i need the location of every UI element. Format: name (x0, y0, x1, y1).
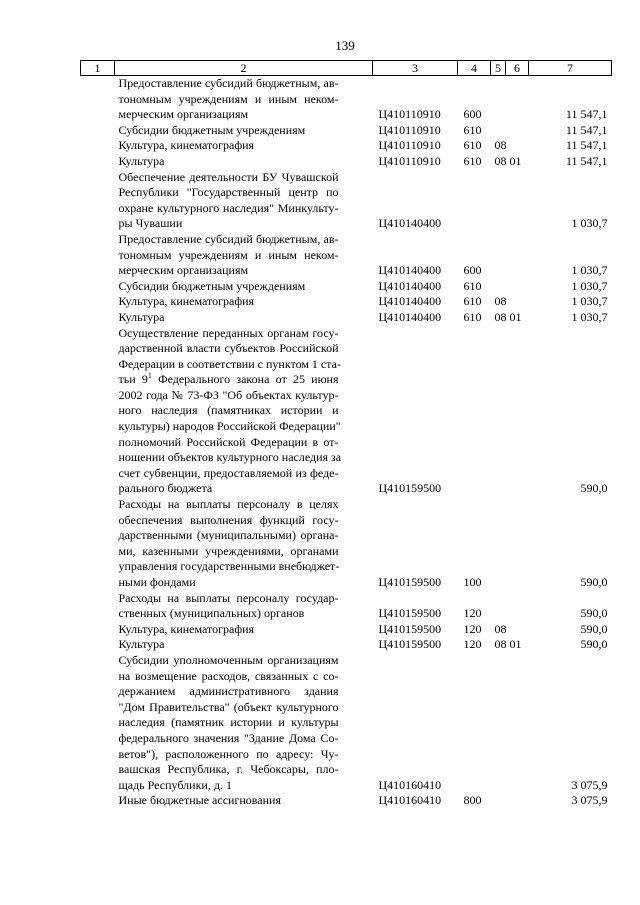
description-line: счет субвенции, предоставляемой из феде- (118, 465, 339, 480)
row-description (81, 76, 373, 123)
row-description (81, 279, 373, 295)
table-row (81, 653, 612, 793)
row-target-code: Ц410159500 (378, 606, 442, 621)
row-section: 08 (494, 621, 507, 636)
row-section (491, 793, 529, 809)
row-description (81, 294, 373, 310)
row-amount: 1 030,7 (571, 278, 608, 293)
row-expense-type: 610 (463, 278, 482, 293)
description-line: ного наследия (памятниках истории и (118, 403, 339, 418)
table-body (81, 76, 612, 809)
row-expense-type: 610 (463, 138, 482, 153)
row-target-code: Ц410159500 (378, 637, 442, 652)
row-expense-type: 600 (463, 263, 482, 278)
row-description (81, 310, 373, 326)
description-line: федерального значения "Здание Дома Со- (118, 730, 339, 745)
header-col-7: 7 (529, 61, 612, 76)
row-expense-type: 610 (463, 309, 482, 324)
table-row (81, 123, 612, 139)
header-col-5: 5 (491, 61, 506, 76)
row-target-code: Ц410110910 (378, 122, 441, 137)
description-line: ми, казенными учреждениями, органами (118, 543, 339, 558)
description-line: дарственной власти субъектов Российской (118, 341, 339, 356)
row-amount: 1 030,7 (571, 216, 608, 231)
description-line: 2002 года № 73-ФЗ "Об объектах культур- (118, 387, 339, 402)
description-line: тономным учреждениям и иным неком- (118, 91, 339, 106)
description-line: полномочий Российской Федерации в от- (118, 434, 339, 449)
row-expense-type: 610 (463, 294, 482, 309)
description-line: Культура, кинематография (118, 294, 255, 309)
description-line: держанием административного здания (118, 684, 339, 699)
table-row (81, 793, 612, 809)
table-row (81, 497, 612, 591)
row-section (491, 170, 529, 232)
row-description (81, 170, 373, 232)
header-col-4: 4 (458, 61, 491, 76)
row-section (491, 326, 529, 498)
description-line: вашская Республика, г. Чебоксары, пло- (118, 762, 339, 777)
row-amount: 590,0 (580, 575, 608, 589)
row-target-code: Ц410160410 (378, 793, 442, 808)
table-row (81, 170, 612, 232)
description-line: Культура (118, 309, 165, 324)
page-number: 139 (335, 38, 355, 53)
description-line: Осуществление переданных органам госу- (118, 325, 339, 340)
table-row (81, 76, 612, 123)
description-line: Субсидии бюджетным учреждениям (118, 278, 306, 293)
row-target-code: Ц410140400 (378, 263, 442, 278)
row-amount: 11 547,1 (565, 107, 608, 122)
row-expense-type: 100 (463, 575, 482, 589)
description-line: ры Чувашии (118, 216, 183, 231)
row-expense-type (458, 653, 491, 793)
description-line: Культура (118, 637, 165, 652)
row-section (491, 497, 529, 591)
row-section (491, 653, 529, 793)
header-col-6: 6 (506, 61, 529, 76)
description-line: охране культурного наследия" Минкульту- (118, 200, 339, 215)
description-line: Расходы на выплаты персоналу государ- (118, 590, 339, 605)
header-col-2: 2 (115, 61, 373, 76)
description-line: мерческим организациям (118, 107, 249, 122)
description-line: мерческим организациям (118, 263, 249, 278)
description-line: рального бюджета (118, 481, 213, 496)
row-amount: 1 030,7 (571, 294, 608, 309)
row-description (81, 154, 373, 170)
description-line: на возмещение расходов, связанных с со- (118, 668, 339, 683)
description-line: Федерации в соответствии с пунктом 1 ста- (118, 356, 341, 371)
row-expense-type: 800 (463, 793, 482, 808)
description-line: Культура, кинематография (118, 138, 255, 153)
row-description (81, 326, 373, 498)
row-amount: 3 075,9 (571, 793, 608, 808)
row-amount: 11 547,1 (565, 122, 608, 137)
row-target-code: Ц410140400 (378, 278, 442, 293)
description-line: ношении объектов культурного наследия за (118, 450, 342, 465)
description-line: культуры) народов Российской Федерации" (118, 419, 341, 434)
row-target-code: Ц410160410 (378, 777, 442, 792)
row-amount: 11 547,1 (565, 138, 608, 153)
row-target-code: Ц410159500 (378, 481, 442, 496)
description-line: щадь Республики, д. 1 (118, 777, 232, 792)
description-line: Республики "Государственный центр по (118, 185, 339, 200)
row-section (491, 591, 529, 622)
table-row (81, 232, 612, 279)
row-target-code: Ц410140400 (378, 216, 442, 231)
description-line: ственных (муниципальных) органов (118, 606, 305, 621)
description-line: Предоставление субсидий бюджетным, ав- (118, 231, 339, 246)
table-row (81, 326, 612, 498)
description-line: управления государственными внебюджет- (118, 559, 340, 574)
row-amount: 590,0 (580, 606, 608, 621)
row-description (81, 793, 373, 809)
row-expense-type: 120 (463, 606, 482, 621)
table-row (81, 294, 612, 310)
description-line: тьи $9^1$ Федерального закона от 25 июня (118, 371, 339, 387)
description-line: тономным учреждениям и иным неком- (118, 247, 339, 262)
row-target-code: Ц410140400 (378, 309, 442, 324)
row-expense-type: 120 (463, 637, 482, 652)
budget-table (80, 60, 612, 809)
row-description (81, 497, 373, 591)
row-expense-type: 600 (463, 107, 482, 122)
row-section: 08 01 (494, 637, 522, 652)
description-line: Субсидии бюджетным учреждениям (118, 122, 306, 137)
row-section (491, 232, 529, 279)
header-col-3: 3 (373, 61, 458, 76)
row-description (81, 622, 373, 638)
description-line: Расходы на выплаты персоналу в целях (118, 497, 339, 512)
row-section (491, 123, 529, 139)
row-section: 08 01 (494, 309, 522, 324)
table-row (81, 279, 612, 295)
row-amount: 1 030,7 (571, 309, 608, 324)
row-target-code: Ц410159500 (378, 575, 442, 589)
description-line: Культура (118, 153, 165, 168)
description-line: Культура, кинематография (118, 621, 255, 636)
table-header-row (81, 61, 612, 76)
description-line: Субсидии уполномоченным организациям (118, 652, 339, 667)
row-expense-type: 120 (463, 621, 482, 636)
row-amount: 11 547,1 (565, 153, 608, 168)
description-line: ветов"), расположенного по адресу: Чу- (118, 746, 339, 761)
row-expense-type (458, 170, 491, 232)
row-section: 08 (494, 294, 507, 309)
row-description (81, 653, 373, 793)
row-amount: 1 030,7 (571, 263, 608, 278)
description-line: ными фондами (118, 575, 196, 589)
row-section (491, 279, 529, 295)
row-section: 08 01 (494, 153, 522, 168)
table-row (81, 637, 612, 653)
row-section (491, 76, 529, 123)
row-target-code: Ц410110910 (378, 107, 441, 122)
row-amount: 3 075,9 (571, 777, 608, 792)
row-description (81, 232, 373, 279)
row-amount: 590,0 (580, 481, 608, 496)
description-line: наследия (памятник истории и культуры (118, 715, 339, 730)
description-line: Предоставление субсидий бюджетным, ав- (118, 76, 339, 90)
table-row (81, 591, 612, 622)
row-amount: 590,0 (580, 621, 608, 636)
row-target-code: Ц410140400 (378, 294, 442, 309)
row-expense-type: 610 (463, 122, 482, 137)
row-description (81, 591, 373, 622)
row-description (81, 123, 373, 139)
row-amount: 590,0 (580, 637, 608, 652)
description-line: Обеспечение деятельности БУ Чувашской (118, 169, 339, 184)
description-line: дарственными (муниципальными) органа- (118, 528, 339, 543)
description-line: Иные бюджетные ассигнования (118, 793, 281, 808)
description-line: обеспечения выполнения функций госу- (118, 512, 339, 527)
row-expense-type: 610 (463, 153, 482, 168)
description-line: "Дом Правительства" (объект культурного (118, 699, 339, 714)
row-target-code: Ц410110910 (378, 138, 441, 153)
row-expense-type (458, 326, 491, 498)
table-row (81, 622, 612, 638)
table-row (81, 154, 612, 170)
row-target-code: Ц410159500 (378, 621, 442, 636)
table-row (81, 310, 612, 326)
header-col-1: 1 (81, 61, 115, 76)
row-target-code: Ц410110910 (378, 153, 441, 168)
row-description (81, 138, 373, 154)
row-section: 08 (494, 138, 507, 153)
row-description (81, 637, 373, 653)
table-row (81, 138, 612, 154)
